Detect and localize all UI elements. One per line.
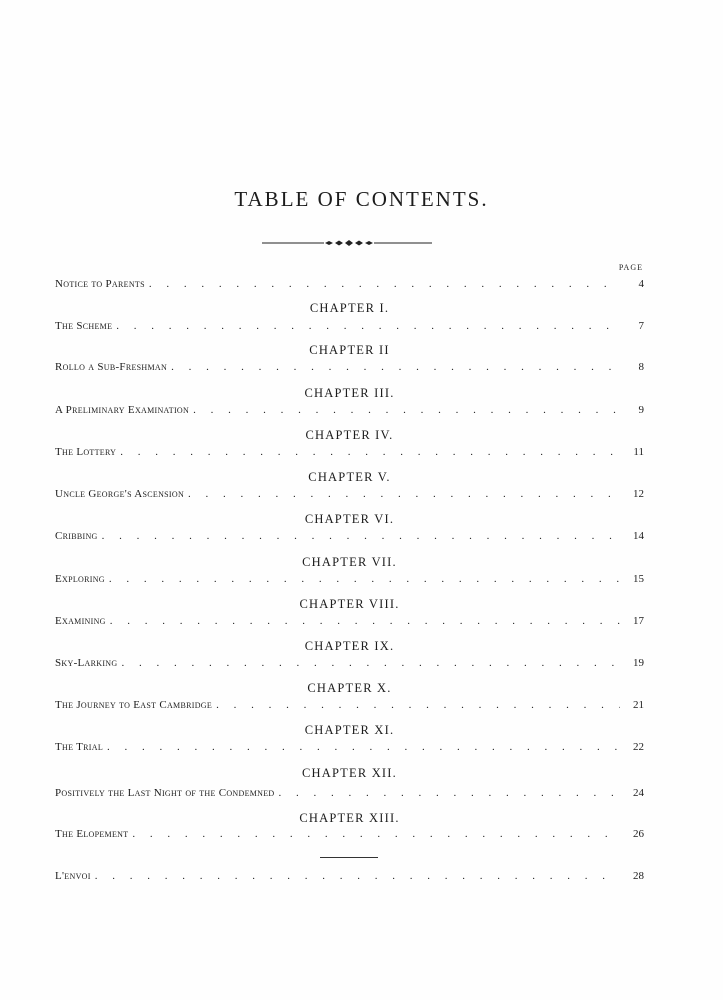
dot-leader [188, 486, 620, 502]
chapter-heading: CHAPTER IV. [305, 428, 394, 442]
toc-entry-page: 15 [633, 573, 644, 585]
toc-entry-page: 4 [638, 278, 644, 290]
chapter-heading: CHAPTER III. [304, 386, 395, 400]
dot-leader [102, 528, 620, 544]
chapter-heading: CHAPTER VI. [304, 512, 395, 526]
toc-entry-page: 26 [633, 828, 644, 840]
toc-entry[interactable] [55, 613, 644, 629]
toc-entry-page: 11 [633, 446, 644, 458]
toc-entry-page: 17 [633, 615, 644, 627]
chapter-heading: CHAPTER II [309, 343, 390, 357]
dot-leader [120, 444, 620, 460]
chapter-heading: CHAPTER X. [307, 681, 392, 695]
dot-leader [193, 402, 620, 418]
dot-leader [171, 359, 620, 375]
toc-entry[interactable] [55, 402, 644, 418]
toc-entry-title: The Scheme [55, 320, 113, 332]
page-title: TABLE OF CONTENTS. [234, 187, 489, 211]
toc-entry[interactable] [55, 826, 644, 842]
chapter-heading: CHAPTER V. [308, 470, 391, 484]
toc-entry-page: 8 [638, 361, 644, 373]
toc-entry-title: Examining [55, 615, 106, 627]
toc-entry[interactable] [55, 444, 644, 460]
dot-leader [121, 655, 620, 671]
toc-entry-title: The Trial [55, 741, 104, 753]
toc-entry-title: Sky-Larking [55, 657, 118, 669]
toc-entry-title: Cribbing [55, 530, 98, 542]
toc-entry[interactable] [55, 697, 644, 713]
dot-leader [279, 785, 620, 801]
toc-entry-title: Positively the Last Night of the Condemned [55, 787, 275, 799]
toc-entry[interactable] [55, 318, 644, 334]
toc-entry-title: A Preliminary Examination [55, 404, 190, 416]
ornament-divider-icon [262, 238, 432, 248]
toc-entry-title: L'envoi [55, 870, 91, 882]
toc-entry[interactable] [55, 868, 644, 884]
toc-entry-page: 9 [638, 404, 644, 416]
toc-entry-page: 14 [633, 530, 644, 542]
toc-entry-title: The Journey to East Cambridge [55, 699, 213, 711]
toc-entry-title: Exploring [55, 573, 105, 585]
dot-leader [109, 571, 620, 587]
toc-entry-page: 7 [638, 320, 644, 332]
toc-entry-page: 21 [633, 699, 644, 711]
toc-entry-title: The Lottery [55, 446, 117, 458]
dot-leader [116, 318, 620, 334]
chapter-heading: CHAPTER XII. [302, 766, 397, 780]
chapter-heading: CHAPTER I. [309, 301, 390, 315]
toc-entry-page: 19 [633, 657, 644, 669]
toc-entry[interactable] [55, 571, 644, 587]
section-rule [320, 857, 378, 858]
toc-entry[interactable] [55, 739, 644, 755]
toc-entry[interactable] [55, 276, 644, 292]
toc-entry-title: Uncle George's Ascension [55, 488, 185, 500]
chapter-heading: CHAPTER VII. [302, 555, 397, 569]
toc-entry[interactable] [55, 528, 644, 544]
dot-leader [110, 613, 620, 629]
dot-leader [95, 868, 620, 884]
dot-leader [107, 739, 620, 755]
toc-entry-title: The Elopement [55, 828, 129, 840]
toc-entry-page: 24 [633, 787, 644, 799]
chapter-heading: CHAPTER XI. [304, 723, 395, 737]
toc-entry-page: 28 [633, 870, 644, 882]
chapter-heading: CHAPTER XIII. [299, 811, 400, 825]
dot-leader [216, 697, 620, 713]
toc-entry-title: Rollo a Sub-Freshman [55, 361, 168, 373]
chapter-heading: CHAPTER VIII. [299, 597, 400, 611]
chapter-heading: CHAPTER IX. [304, 639, 395, 653]
page-column-label: PAGE [618, 263, 643, 272]
toc-entry-title: Notice to Parents [55, 278, 145, 290]
dot-leader [132, 826, 620, 842]
dot-leader [149, 276, 620, 292]
toc-entry-page: 12 [633, 488, 644, 500]
toc-entry[interactable] [55, 359, 644, 375]
toc-entry[interactable] [55, 486, 644, 502]
toc-entry[interactable] [55, 655, 644, 671]
toc-entry-page: 22 [633, 741, 644, 753]
toc-entry[interactable] [55, 785, 644, 801]
